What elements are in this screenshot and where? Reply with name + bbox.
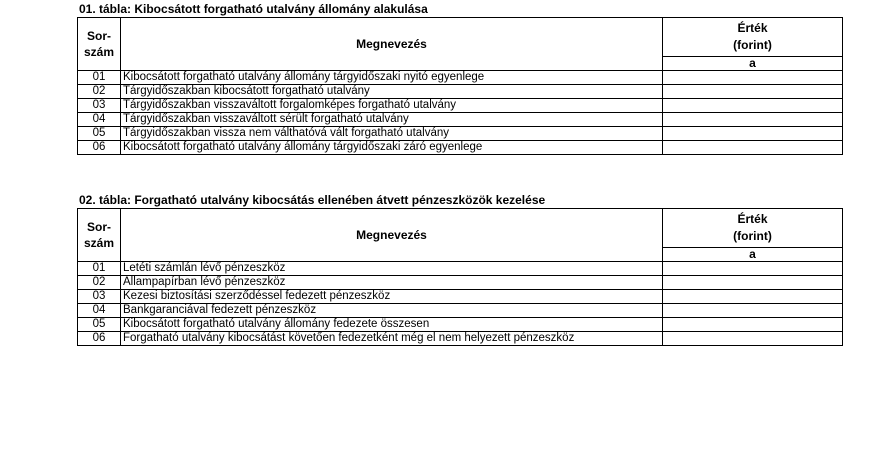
header-megnevezes: Megnevezés — [121, 209, 663, 262]
header-sorszam-line2: szám — [83, 236, 115, 250]
header-ertek-line1: Érték — [737, 20, 768, 35]
value-cell[interactable] — [663, 99, 843, 113]
header-megnevezes: Megnevezés — [121, 18, 663, 71]
table-row — [78, 262, 843, 276]
header-sorszam — [78, 209, 121, 262]
header-ertek-line1: Érték — [737, 211, 768, 226]
table-row — [78, 318, 843, 332]
header-ertek-line2: (forint) — [733, 37, 772, 52]
table-row — [78, 127, 843, 141]
value-cell[interactable] — [663, 141, 843, 155]
value-cell[interactable] — [663, 276, 843, 290]
table-row — [78, 304, 843, 318]
table-row — [78, 276, 843, 290]
row-number: 01 — [78, 262, 121, 276]
table-title: 01. tábla: Kibocsátott forgatható utalvány állomány alakulása — [79, 2, 428, 16]
row-number: 03 — [78, 290, 121, 304]
row-name: Bankgaranciával fedezett pénzeszköz — [121, 304, 663, 318]
table-row — [78, 290, 843, 304]
header-sorszam-line1: Sor- — [87, 220, 111, 234]
row-number: 06 — [78, 332, 121, 346]
header-sorszam-line1: Sor- — [87, 29, 111, 43]
header-sorszam-line2: szám — [83, 45, 115, 59]
value-cell[interactable] — [663, 85, 843, 99]
row-number: 04 — [78, 304, 121, 318]
row-number: 02 — [78, 276, 121, 290]
header-column-a: a — [663, 56, 843, 70]
row-number: 06 — [78, 141, 121, 155]
row-name: Tárgyidőszakban visszaváltott forgalomképes forgatható utalvány — [121, 99, 663, 113]
table-row — [78, 332, 843, 346]
row-name: Kibocsátott forgatható utalvány állomány tárgyidőszaki nyitó egyenlege — [121, 71, 663, 85]
row-name: Kibocsátott forgatható utalvány állomány fedezete összesen — [121, 318, 663, 332]
row-name: Kibocsátott forgatható utalvány állomány tárgyidőszaki záró egyenlege — [121, 141, 663, 155]
header-sorszam — [78, 18, 121, 71]
value-cell[interactable] — [663, 304, 843, 318]
row-number: 05 — [78, 318, 121, 332]
data-table — [77, 208, 843, 346]
row-name: Tárgyidőszakban visszaváltott sérült forgatható utalvány — [121, 113, 663, 127]
value-cell[interactable] — [663, 262, 843, 276]
value-cell[interactable] — [663, 332, 843, 346]
value-cell[interactable] — [663, 127, 843, 141]
header-column-a: a — [663, 247, 843, 261]
table-row — [78, 99, 843, 113]
data-table — [77, 17, 843, 155]
value-cell[interactable] — [663, 113, 843, 127]
row-name: Letéti számlán lévő pénzeszköz — [121, 262, 663, 276]
header-ertek — [663, 209, 843, 248]
row-number: 05 — [78, 127, 121, 141]
value-cell[interactable] — [663, 71, 843, 85]
table-row — [78, 85, 843, 99]
row-name: Tárgyidőszakban vissza nem válthatóvá vált forgatható utalvány — [121, 127, 663, 141]
table-title: 02. tábla: Forgatható utalvány kibocsátás ellenében átvett pénzeszközök kezelése — [79, 193, 546, 207]
table-row — [78, 141, 843, 155]
row-name: Forgatható utalvány kibocsátást követően fedezetként még el nem helyezett pénzeszköz — [121, 332, 663, 346]
row-name: Tárgyidőszakban kibocsátott forgatható utalvány — [121, 85, 663, 99]
row-name: Állampapírban lévő pénzeszköz — [121, 276, 663, 290]
table-block-02 — [77, 193, 842, 346]
row-number: 01 — [78, 71, 121, 85]
value-cell[interactable] — [663, 318, 843, 332]
row-name: Kezesi biztosítási szerződéssel fedezett pénzeszköz — [121, 290, 663, 304]
row-number: 03 — [78, 99, 121, 113]
header-ertek — [663, 18, 843, 57]
row-number: 04 — [78, 113, 121, 127]
value-cell[interactable] — [663, 290, 843, 304]
table-row — [78, 113, 843, 127]
header-ertek-line2: (forint) — [733, 228, 772, 243]
table-block-01 — [77, 2, 842, 155]
row-number: 02 — [78, 85, 121, 99]
table-row — [78, 71, 843, 85]
